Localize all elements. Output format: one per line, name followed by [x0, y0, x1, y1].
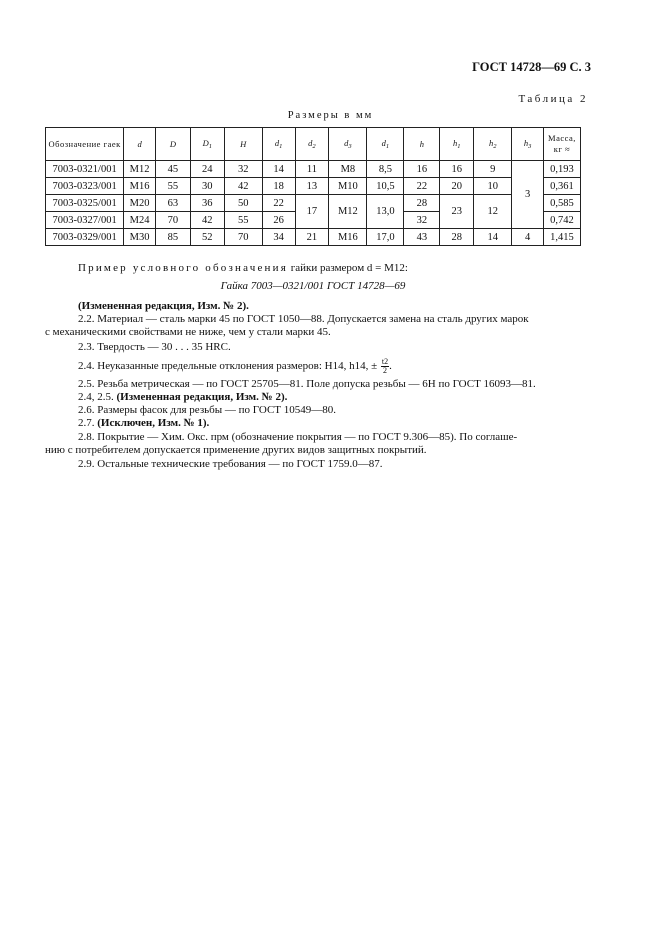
cell-d: M12: [124, 161, 156, 178]
table-header-row: [46, 128, 581, 161]
cell-D1: 24: [190, 161, 224, 178]
cell-H: 50: [224, 195, 262, 212]
col-h: h: [404, 128, 440, 161]
cell-h: 43: [404, 229, 440, 246]
cell-d1-second: 17,0: [367, 229, 404, 246]
cell-d: M30: [124, 229, 156, 246]
cell-D: 70: [155, 212, 190, 229]
example-prefix: Пример условного обозначения: [78, 262, 288, 274]
col-designation: Обозначение гаек: [46, 128, 124, 161]
cell-H: 42: [224, 178, 262, 195]
cell-d2-merged: 17: [295, 195, 329, 229]
col-h1: $h_1$: [440, 128, 474, 161]
cell-designation: 7003-0323/001: [46, 178, 124, 195]
cell-h: 28: [404, 195, 440, 212]
cell-D1: 42: [190, 212, 224, 229]
cell-h2: 9: [474, 161, 512, 178]
paragraph-2-4: 2.4. Неуказанные предельные отклонения размеров: H14, h14, ± $\frac{t2}{2}$ .: [78, 357, 392, 375]
paragraph-2-4-text: 2.4. Неуказанные предельные отклонения размеров: H14, h14, ±: [78, 360, 378, 373]
cell-D: 63: [155, 195, 190, 212]
cell-d3-merged: M12: [329, 195, 367, 229]
table-row: [46, 161, 581, 178]
cell-d3: M10: [329, 178, 367, 195]
cell-mass: 0,193: [543, 161, 580, 178]
cell-D: 55: [155, 178, 190, 195]
table-row: [46, 178, 581, 195]
paragraph-2-4-2-5-amendment: [78, 391, 582, 404]
cell-d1-second: 8,5: [367, 161, 404, 178]
paragraph-amendment: (Измененная редакция, Изм. № 2).: [78, 300, 249, 312]
page-header: ГОСТ 14728—69 С. 3: [472, 60, 591, 74]
col-mass: Масса, кг ≈: [543, 128, 580, 161]
cell-d1: 18: [262, 178, 295, 195]
col-h3: $h_3$: [512, 128, 544, 161]
table-number: Таблица 2: [518, 93, 588, 105]
cell-mass: 0,361: [543, 178, 580, 195]
cell-h2: 10: [474, 178, 512, 195]
cell-h1: 28: [440, 229, 474, 246]
cell-designation: 7003-0327/001: [46, 212, 124, 229]
amendment-numbers: 2.4, 2.5.: [78, 391, 114, 403]
cell-d: M20: [124, 195, 156, 212]
cell-d1-second-merged: 13,0: [367, 195, 404, 229]
cell-h1: 20: [440, 178, 474, 195]
paragraph-2-7-excluded: (Исключен, Изм. № 1).: [97, 417, 210, 429]
cell-d1-second: 10,5: [367, 178, 404, 195]
col-h2: $h_2$: [474, 128, 512, 161]
cell-d2: 21: [295, 229, 329, 246]
cell-d1: 14: [262, 161, 295, 178]
paragraph-2-8-line1: 2.8. Покрытие — Хим. Окс. прм (обозначение покрытия — по ГОСТ 9.306—85). По соглаше-: [78, 431, 518, 443]
cell-D1: 30: [190, 178, 224, 195]
example-line: [78, 262, 582, 275]
cell-h: 22: [404, 178, 440, 195]
units-caption: Размеры в мм: [287, 110, 374, 121]
col-d1-second: $d_1$: [367, 128, 404, 161]
paragraph-2-2-line2: с механическими свойствами не ниже, чем у стали марки 45.: [45, 326, 331, 338]
cell-d: M16: [124, 178, 156, 195]
cell-mass: 0,585: [543, 195, 580, 212]
paragraph-2-7: [78, 417, 582, 430]
paragraph-2-9: 2.9. Остальные технические требования — по ГОСТ 1759.0—87.: [78, 458, 383, 470]
cell-d2: 13: [295, 178, 329, 195]
cell-mass: 0,742: [543, 212, 580, 229]
cell-D: 85: [155, 229, 190, 246]
cell-d1: 34: [262, 229, 295, 246]
col-d1: $d_1$: [262, 128, 295, 161]
tolerance-fraction: [381, 358, 389, 375]
cell-designation: 7003-0321/001: [46, 161, 124, 178]
col-D: D: [155, 128, 190, 161]
cell-h3: 4: [512, 229, 544, 246]
cell-D1: 36: [190, 195, 224, 212]
table-row: [46, 195, 581, 212]
col-H: H: [224, 128, 262, 161]
fraction-numerator: t2: [381, 357, 389, 366]
cell-h3-merged: 3: [512, 161, 544, 229]
cell-D: 45: [155, 161, 190, 178]
cell-d: M24: [124, 212, 156, 229]
cell-d3: M8: [329, 161, 367, 178]
example-designation: Гайка 7003—0321/001 ГОСТ 14728—69: [220, 280, 406, 292]
col-d3: $d_3$: [329, 128, 367, 161]
paragraph-2-5: 2.5. Резьба метрическая — по ГОСТ 25705—81. Поле допуска резьбы — 6H по ГОСТ 16093—81.: [78, 378, 536, 390]
cell-h1: 16: [440, 161, 474, 178]
dimensions-table: [45, 127, 581, 246]
paragraph-2-2-line1: 2.2. Материал — сталь марки 45 по ГОСТ 1050—88. Допускается замена на сталь других марок: [78, 313, 529, 325]
cell-h: 16: [404, 161, 440, 178]
cell-h1-merged: 23: [440, 195, 474, 229]
cell-mass: 1,415: [543, 229, 580, 246]
cell-d2: 11: [295, 161, 329, 178]
col-D1: $D_1$: [190, 128, 224, 161]
paragraph-2-8-line2: нию с потребителем допускается применение других видов защитных покрытий.: [45, 444, 427, 456]
cell-designation: 7003-0325/001: [46, 195, 124, 212]
cell-H: 32: [224, 161, 262, 178]
table-row: [46, 229, 581, 246]
cell-d1: 22: [262, 195, 295, 212]
cell-h: 32: [404, 212, 440, 229]
col-d: d: [124, 128, 156, 161]
fraction-denominator: 2: [383, 366, 388, 375]
paragraph-2-6: 2.6. Размеры фасок для резьбы — по ГОСТ 10549—80.: [78, 404, 337, 416]
cell-h2-merged: 12: [474, 195, 512, 229]
example-text: гайки размером d = M12:: [290, 262, 408, 274]
amendment-text: (Измененная редакция, Изм. № 2).: [116, 391, 288, 403]
paragraph-2-7-number: 2.7.: [78, 417, 95, 429]
cell-d3: M16: [329, 229, 367, 246]
cell-designation: 7003-0329/001: [46, 229, 124, 246]
cell-H: 70: [224, 229, 262, 246]
cell-H: 55: [224, 212, 262, 229]
cell-h2: 14: [474, 229, 512, 246]
cell-D1: 52: [190, 229, 224, 246]
paragraph-2-3: 2.3. Твердость — 30 . . . 35 HRC.: [78, 341, 231, 353]
col-d2: $d_2$: [295, 128, 329, 161]
cell-d1: 26: [262, 212, 295, 229]
